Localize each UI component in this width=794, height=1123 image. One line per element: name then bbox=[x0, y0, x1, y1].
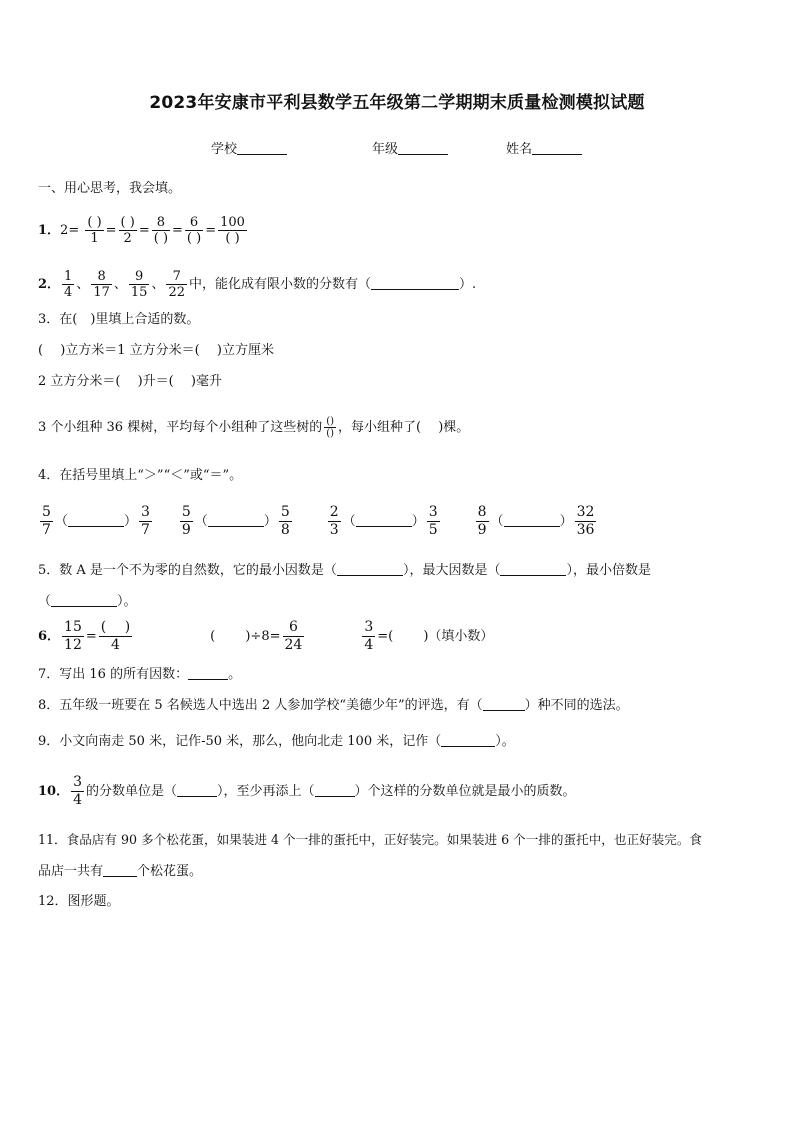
q2-a-numerator: 1 bbox=[64, 269, 73, 284]
q4-p2-right-den: 8 bbox=[280, 522, 290, 538]
question-10 bbox=[38, 772, 576, 812]
q2-a-denominator: 4 bbox=[64, 285, 73, 300]
school-field bbox=[211, 140, 287, 159]
school-label: 学校 bbox=[211, 142, 238, 157]
q5-text-d: （ bbox=[38, 594, 52, 609]
q1-number: 1． bbox=[38, 223, 61, 238]
q1-f3-numerator: 8 bbox=[156, 215, 166, 230]
q4-p2-right bbox=[279, 504, 292, 539]
q7-text: 7．写出 16 的所有因数： bbox=[38, 667, 189, 682]
q2-d-denominator: 22 bbox=[168, 285, 186, 300]
q10-numerator: 3 bbox=[73, 774, 83, 790]
q4-heading: 4．在括号里填上“＞”“＜”或“＝”。 bbox=[38, 468, 243, 483]
q4-p3-left-num: 2 bbox=[329, 504, 339, 520]
page-title: 2023年安康市平利县数学五年级第二学期期末质量检测模拟试题 bbox=[149, 93, 645, 113]
q4-pair-2 bbox=[178, 504, 294, 538]
q1-f4-numerator: 6 bbox=[189, 215, 199, 230]
q4-p3-right bbox=[427, 504, 440, 539]
question-7 bbox=[38, 665, 241, 684]
q5-text-b: ），最大因数是（ bbox=[402, 563, 501, 578]
q10-denominator: 4 bbox=[73, 792, 83, 808]
q1-f5-numerator: 100 bbox=[220, 215, 245, 230]
q4-p1-blank[interactable] bbox=[68, 512, 124, 527]
q3-fraction bbox=[324, 416, 336, 439]
q1-f3-denominator[interactable]: ( ) bbox=[153, 231, 169, 246]
q3-line-1: ( )立方米＝1 立方分米＝( )立方厘米 bbox=[38, 343, 274, 358]
q4-pair-1 bbox=[38, 504, 154, 538]
q10-blank-2[interactable] bbox=[315, 782, 355, 797]
q4-p2-right-num: 5 bbox=[280, 504, 290, 520]
q6-fraction-3 bbox=[283, 619, 305, 654]
equals-sign: = bbox=[172, 223, 183, 238]
q4-p2-blank[interactable] bbox=[208, 512, 264, 527]
q1-fraction-5 bbox=[218, 215, 247, 246]
question-2 bbox=[38, 268, 476, 302]
q2-answer-blank[interactable] bbox=[371, 275, 459, 290]
q1-fraction-1 bbox=[85, 215, 103, 246]
q10-number: 10． bbox=[38, 784, 70, 799]
q6-f4-numerator: 3 bbox=[364, 619, 374, 635]
separator: 、 bbox=[113, 277, 127, 292]
q3-line-3-text: 3 个小组种 36 棵树，平均每个小组种了这些树的 bbox=[38, 420, 323, 435]
q4-p3-right-num: 3 bbox=[428, 504, 438, 520]
q4-p3-blank[interactable] bbox=[356, 512, 412, 527]
question-8 bbox=[38, 696, 629, 715]
section-heading: 一、用心思考，我会填。 bbox=[38, 181, 182, 196]
q6-number: 6． bbox=[38, 629, 61, 644]
q4-p4-right-den: 36 bbox=[576, 522, 595, 538]
q4-pair-4 bbox=[474, 504, 599, 538]
q10-fraction bbox=[71, 774, 84, 809]
separator: 、 bbox=[151, 277, 165, 292]
q4-p2-left bbox=[180, 504, 193, 539]
q2-fraction-c bbox=[129, 269, 150, 300]
q4-p4-left-den: 9 bbox=[477, 522, 487, 538]
q2-fraction-a bbox=[62, 269, 74, 300]
q9-text: 9．小文向南走 50 米，记作-50 米，那么，他向北走 100 米，记作（ bbox=[38, 734, 442, 749]
q4-p3-left bbox=[328, 504, 341, 539]
q6-f3-numerator: 6 bbox=[288, 619, 298, 635]
question-6 bbox=[38, 618, 493, 656]
q11-line-2 bbox=[38, 862, 202, 881]
q4-p1-left-den: 7 bbox=[42, 522, 51, 538]
q5-blank-1[interactable] bbox=[337, 561, 403, 576]
q4-p1-left-num: 5 bbox=[42, 504, 51, 520]
q10-blank-1[interactable] bbox=[177, 782, 217, 797]
q5-text-a: 5．数 A 是一个不为零的自然数，它的最小因数是（ bbox=[38, 563, 337, 578]
q2-text: 中，能化成有限小数的分数有（ bbox=[189, 277, 372, 292]
question-1 bbox=[38, 213, 249, 249]
q4-p1-right-num: 3 bbox=[140, 504, 150, 520]
q2-b-numerator: 8 bbox=[97, 269, 106, 284]
q2-c-denominator: 15 bbox=[130, 285, 148, 300]
q10-text-a: 的分数单位是（ bbox=[86, 784, 178, 799]
q5-blank-3[interactable] bbox=[51, 592, 117, 607]
question-12: 12．图形题。 bbox=[38, 894, 120, 909]
q2-end: ）. bbox=[459, 277, 477, 292]
equals-sign: = bbox=[205, 223, 217, 238]
q6-f3-denominator: 24 bbox=[284, 637, 303, 653]
q5-text-c: ），最小倍数是 bbox=[566, 563, 651, 578]
q1-fraction-2 bbox=[119, 215, 137, 246]
q6-f1-numerator: 15 bbox=[64, 619, 82, 635]
q1-f1-denominator: 1 bbox=[85, 230, 103, 246]
q10-text-b: ），至少再添上（ bbox=[217, 784, 315, 799]
q1-f5-denominator[interactable]: ( ) bbox=[218, 230, 247, 246]
q7-end: 。 bbox=[228, 667, 242, 682]
q9-end: ）。 bbox=[495, 734, 515, 749]
right-paren: ） bbox=[559, 514, 573, 529]
q6-f2-numerator[interactable]: ( ) bbox=[100, 619, 131, 635]
q1-lead: 2= bbox=[60, 223, 80, 238]
q4-comparisons bbox=[38, 502, 598, 542]
q4-p4-left-num: 8 bbox=[477, 504, 487, 520]
q4-p4-blank[interactable] bbox=[504, 512, 560, 527]
equals-sign: = bbox=[105, 223, 117, 238]
q4-p3-right-den: 5 bbox=[428, 522, 438, 538]
q11-line-1: 11．食品店有 90 多个松花蛋，如果装进 4 个一排的蛋托中，正好装完。如果装进 6 个一排的蛋托中，也正好装完。食 bbox=[38, 832, 703, 847]
q4-p2-left-num: 5 bbox=[181, 504, 191, 520]
left-paren: （ bbox=[54, 514, 68, 529]
q6-fraction-1 bbox=[62, 619, 84, 654]
q1-f4-denominator[interactable]: ( ) bbox=[186, 231, 202, 246]
name-label: 姓名 bbox=[506, 142, 533, 157]
q4-p1-right-den: 7 bbox=[140, 522, 150, 538]
q8-text: 8．五年级一班要在 5 名候选人中选出 2 人参加学校“美德少年”的评选，有（ bbox=[38, 698, 483, 713]
left-paren: （ bbox=[490, 514, 504, 529]
q9-blank[interactable] bbox=[441, 732, 495, 747]
equals-sign: = bbox=[138, 223, 150, 238]
q1-f2-denominator: 2 bbox=[119, 230, 137, 246]
q7-blank[interactable] bbox=[188, 665, 228, 680]
q10-text-c: ）个这样的分数单位就是最小的质数。 bbox=[354, 784, 576, 799]
equals-sign: = bbox=[85, 629, 97, 644]
separator: 、 bbox=[76, 277, 90, 292]
q3-fraction-denominator[interactable]: () bbox=[326, 428, 335, 439]
q3-line-2: 2 立方分米＝( )升＝( )毫升 bbox=[38, 374, 222, 389]
name-blank[interactable] bbox=[532, 140, 582, 155]
q3-fraction-numerator[interactable]: () bbox=[326, 416, 335, 427]
q2-number: 2． bbox=[38, 277, 61, 292]
q1-fraction-4 bbox=[185, 215, 203, 246]
q3-line-3-tail: ，每小组种了( )棵。 bbox=[338, 420, 470, 435]
right-paren: ） bbox=[123, 514, 137, 529]
right-paren: ） bbox=[263, 514, 277, 529]
q6-f2-denominator: 4 bbox=[99, 636, 132, 654]
q6-tail-text[interactable]: =( )（填小数） bbox=[377, 629, 494, 644]
q2-fraction-b bbox=[91, 269, 112, 300]
q2-c-numerator: 9 bbox=[135, 269, 144, 284]
q3-heading: 3．在( )里填上合适的数。 bbox=[38, 312, 200, 327]
q1-fraction-3 bbox=[152, 215, 170, 246]
q2-b-denominator: 17 bbox=[93, 285, 110, 300]
q4-p1-left bbox=[40, 504, 53, 539]
grade-field bbox=[372, 140, 448, 159]
q2-fraction-d bbox=[166, 269, 187, 300]
q3-line-3 bbox=[38, 412, 469, 444]
q6-f1-denominator: 12 bbox=[64, 637, 82, 653]
q6-fraction-4 bbox=[362, 619, 375, 654]
q4-p3-left-den: 3 bbox=[329, 522, 339, 538]
q2-d-numerator: 7 bbox=[172, 269, 181, 284]
name-field bbox=[506, 140, 582, 159]
q6-division-text[interactable]: ( )÷8= bbox=[210, 629, 281, 644]
left-paren: （ bbox=[342, 514, 356, 529]
q4-pair-3 bbox=[326, 504, 442, 538]
q5-blank-2[interactable] bbox=[500, 561, 566, 576]
q1-f2-numerator[interactable]: ( ) bbox=[120, 215, 135, 230]
left-paren: （ bbox=[194, 514, 208, 529]
q11-blank[interactable] bbox=[103, 862, 137, 877]
school-blank[interactable] bbox=[237, 140, 287, 155]
q4-p4-right-num: 32 bbox=[576, 504, 595, 520]
grade-label: 年级 bbox=[372, 142, 399, 157]
right-paren: ） bbox=[411, 514, 425, 529]
q6-f4-denominator: 4 bbox=[364, 637, 374, 653]
q11-text-b: 个松花蛋。 bbox=[137, 864, 203, 879]
q8-end: ）种不同的选法。 bbox=[524, 698, 629, 713]
q1-f1-numerator[interactable]: ( ) bbox=[87, 215, 102, 230]
q4-p2-left-den: 9 bbox=[181, 522, 191, 538]
q4-p4-right bbox=[575, 504, 597, 539]
q8-blank[interactable] bbox=[483, 696, 525, 711]
question-9 bbox=[38, 732, 515, 751]
q5-line-2 bbox=[38, 592, 137, 611]
q5-text-e: ）。 bbox=[117, 594, 137, 609]
q11-text-a: 品店一共有 bbox=[38, 864, 104, 879]
q4-p4-left bbox=[476, 504, 489, 539]
q5-line-1 bbox=[38, 561, 651, 580]
q4-p1-right bbox=[139, 504, 152, 539]
grade-blank[interactable] bbox=[398, 140, 448, 155]
q6-fraction-2 bbox=[99, 619, 132, 654]
